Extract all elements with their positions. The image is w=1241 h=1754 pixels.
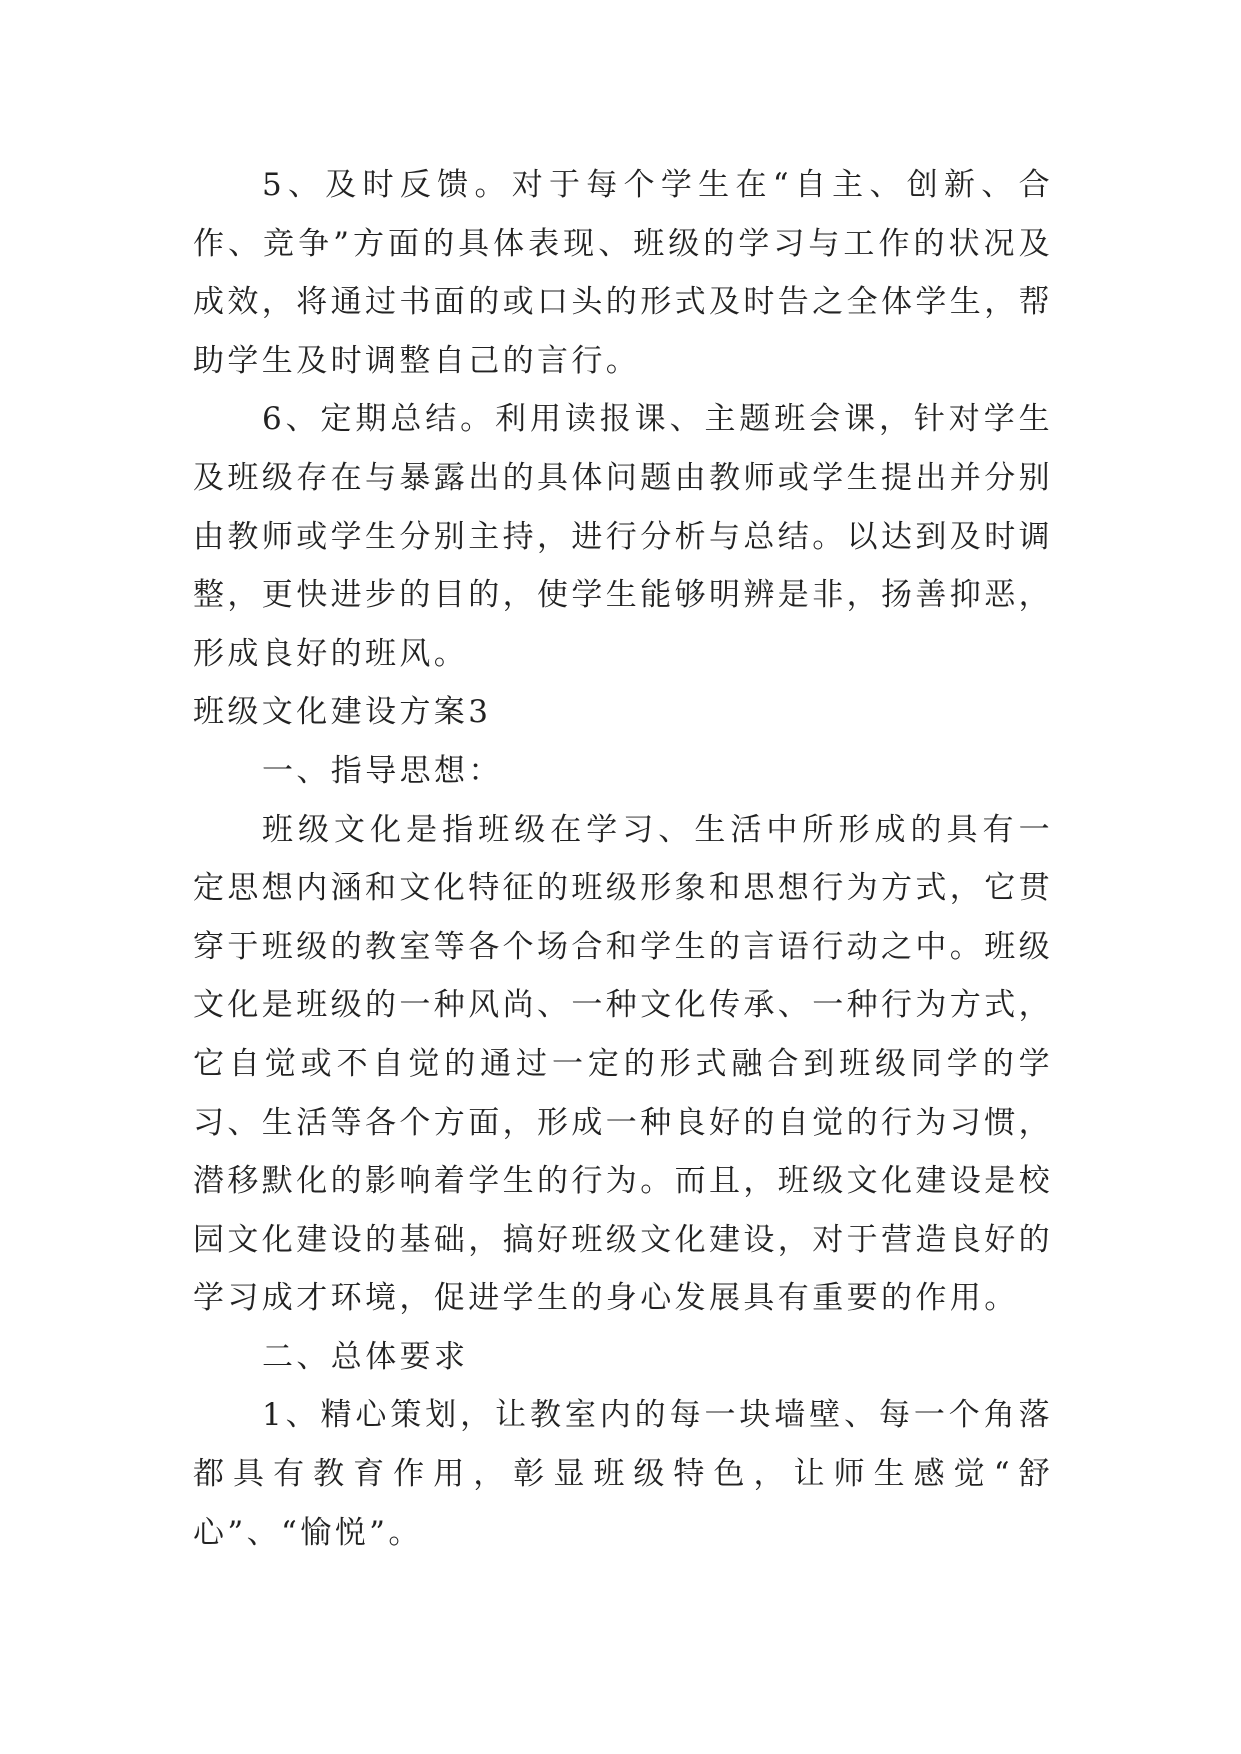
paragraph-feedback: 5、及时反馈。对于每个学生在“自主、创新、合作、竞争”方面的具体表现、班级的学习与工作的状况及成效，将通过书面的或口头的形式及时告之全体学生，帮助学生及时调整自己的言行。 [193, 167, 1053, 379]
paragraph-class-culture: 班级文化是指班级在学习、生活中所形成的具有一定思想内涵和文化特征的班级形象和思想行为方式，它贯穿于班级的教室等各个场合和学生的言语行动之中。班级文化是班级的一种风尚、一种文化传承、一种行为方式，它自觉或不自觉的通过一定的形式融合到班级同学的学习、生活等各个方面，形成一种良好的自觉的行为习惯，潜移默化的影响着学生的行为。而且，班级文化建设是校园文化建设的基础，搞好班级文化建设，对于营造良好的学习成才环境，促进学生的身心发展具有重要的作用。 [193, 811, 1053, 1317]
paragraph-summary: 6、定期总结。利用读报课、主题班会课，针对学生及班级存在与暴露出的具体问题由教师或学生提出并分别由教师或学生分别主持，进行分析与总结。以达到及时调整，更快进步的目的，使学生能够明辨是非，扬善抑恶，形成良好的班风。 [193, 401, 1053, 672]
subheading-guiding-ideology: 一、指导思想： [262, 752, 503, 789]
section-title: 班级文化建设方案3 [193, 694, 492, 731]
subheading-overall-requirements: 二、总体要求 [262, 1338, 469, 1375]
document-page [193, 156, 1053, 1562]
paragraph-planning: 1、精心策划，让教室内的每一块墙壁、每一个角落都具有教育作用，彰显班级特色，让师生感觉“舒心”、“愉悦”。 [193, 1397, 1053, 1551]
